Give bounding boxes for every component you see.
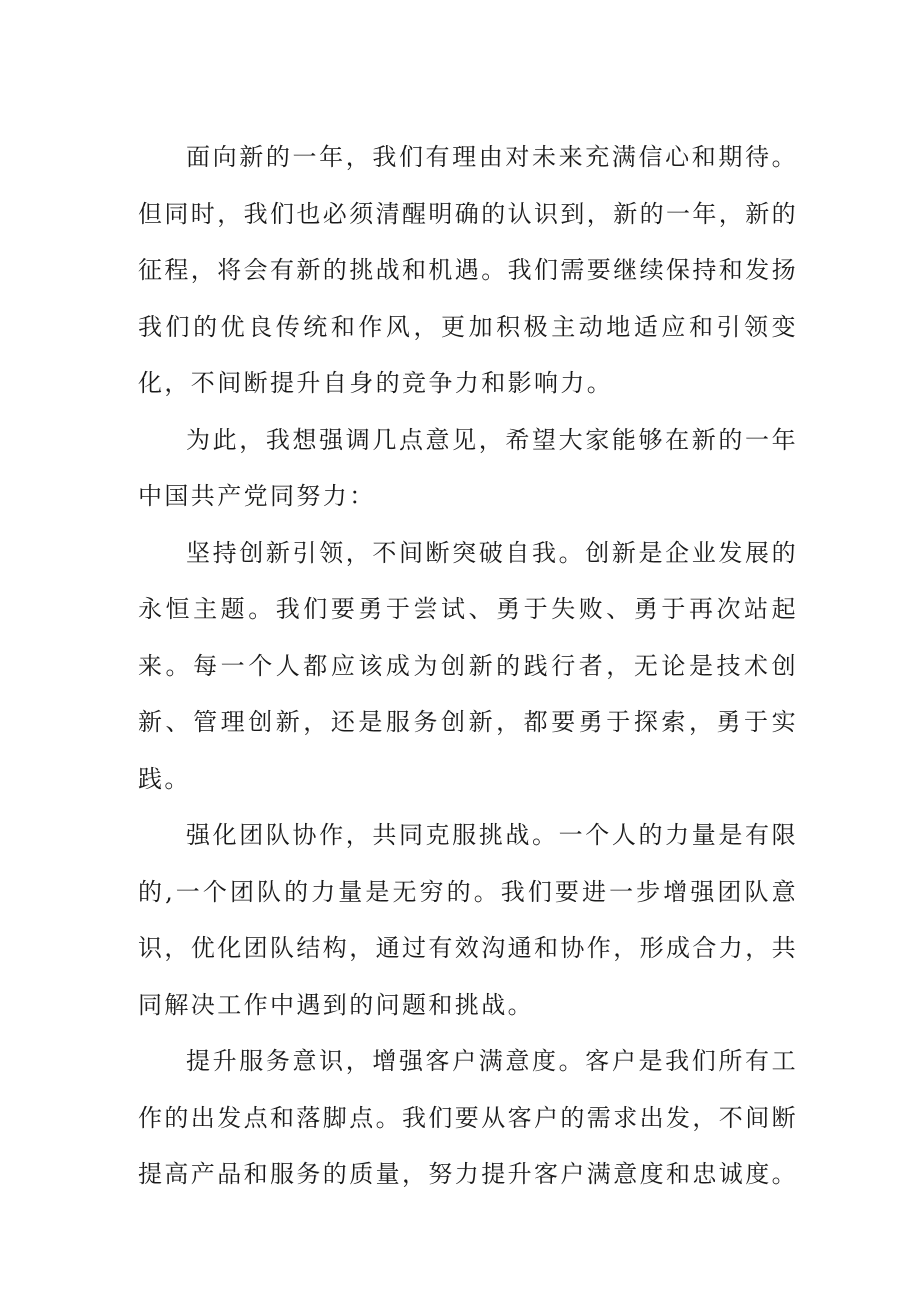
- paragraph-4: 强化团队协作，共同克服挑战。一个人的力量是有限的,一个团队的力量是无穷的。我们要进一步增强团队意识，优化团队结构，通过有效沟通和协作，形成合力，共同解决工作中遇到的问题和挑战。: [138, 821, 798, 1019]
- paragraph-5: 提升服务意识，增强客户满意度。客户是我们所有工作的出发点和落脚点。我们要从客户的需求出发，不间断提高产品和服务的质量，努力提升客户满意度和忠诚度。: [138, 1047, 798, 1188]
- paragraph-1: 面向新的一年，我们有理由对未来充满信心和期待。但同时，我们也必须清醒明确的认识到，新的一年，新的征程，将会有新的挑战和机遇。我们需要继续保持和发扬我们的优良传统和作风，更加积极主动地适应和引领变化，不间断提升自身的竞争力和影响力。: [138, 143, 798, 397]
- document-body: [138, 129, 798, 1203]
- paragraph-3: 坚持创新引领，不间断突破自我。创新是企业发展的永恒主题。我们要勇于尝试、勇于失败、勇于再次站起来。每一个人都应该成为创新的践行者，无论是技术创新、管理创新，还是服务创新，都要勇于探索，勇于实践。: [138, 538, 798, 793]
- paragraph-2: 为此，我想强调几点意见，希望大家能够在新的一年中国共产党同努力：: [138, 425, 798, 510]
